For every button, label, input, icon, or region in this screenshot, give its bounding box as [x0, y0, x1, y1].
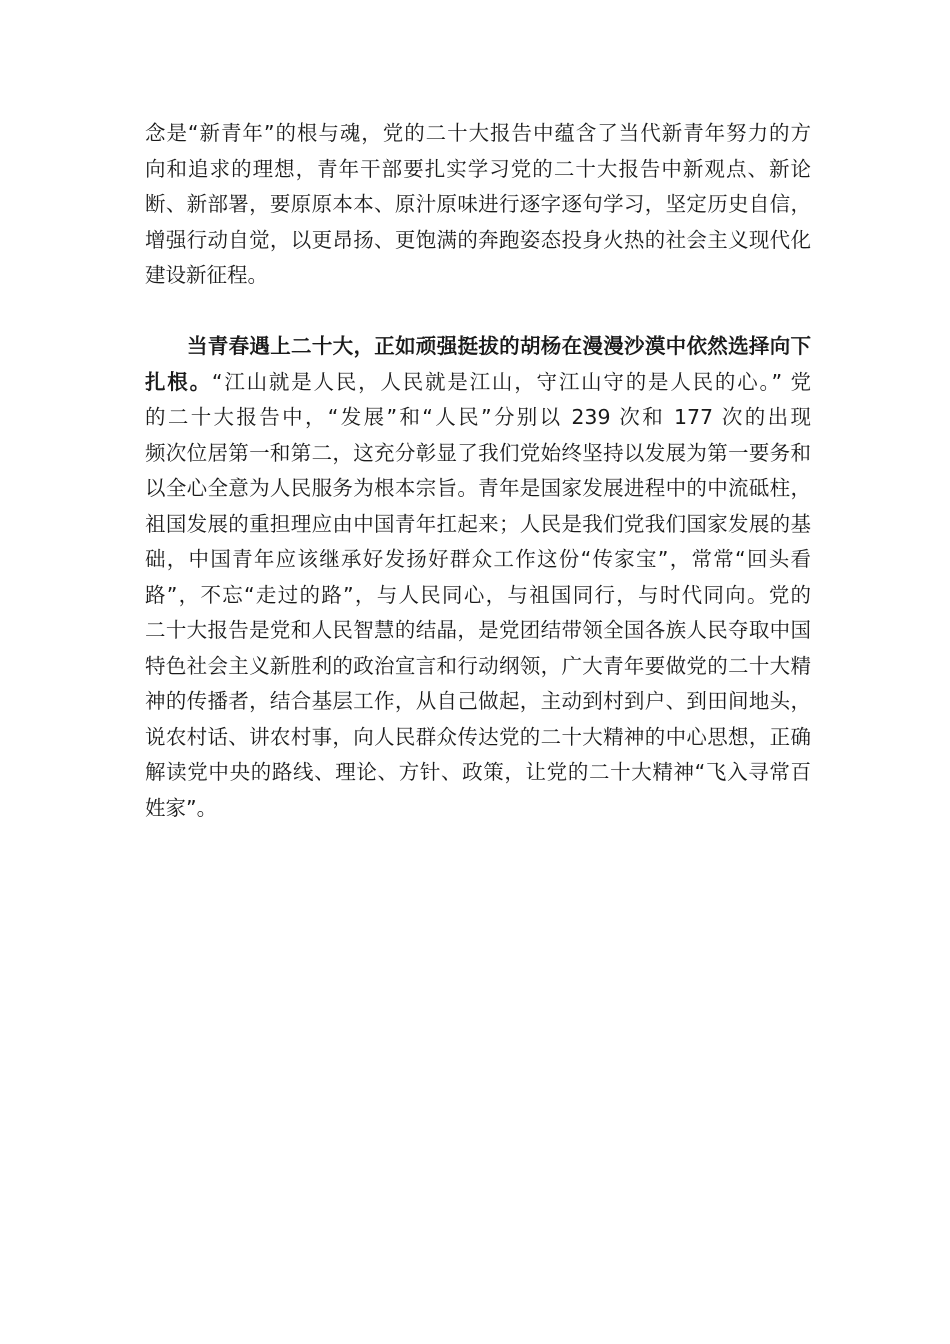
paragraph-line: 频次位居第一和第二，这充分彰显了我们党始终坚持以发展为第一要务和: [145, 440, 811, 465]
paragraph-heading-line: 当青春遇上二十大，正如顽强挺拔的胡杨在漫漫沙漠中依然选择向下: [187, 334, 811, 358]
paragraph-line: 断、新部署，要原原本本、原汁原味进行逐字逐句学习，坚定历史自信，: [145, 192, 811, 216]
paragraph-line: 神的传播者，结合基层工作，从自己做起，主动到村到户、到田间地头，: [145, 689, 811, 713]
paragraph-line: 二十大报告是党和人民智慧的结晶，是党团结带领全国各族人民夺取中国: [145, 618, 811, 642]
paragraph-line: 祖国发展的重担理应由中国青年扛起来；人民是我们党我们国家发展的基: [145, 511, 811, 536]
paragraph-heading-end: 扎根。: [145, 369, 212, 394]
paragraph-line: 说农村话、讲农村事，向人民群众传达党的二十大精神的中心思想，正确: [145, 724, 811, 749]
paragraph-line: 增强行动自觉，以更昂扬、更饱满的奔跑姿态投身火热的社会主义现代化: [145, 227, 811, 252]
paragraph-line: 的二十大报告中，“发展”和“人民”分别以 239 次和 177 次的出现: [145, 405, 811, 429]
paragraph-line: 以全心全意为人民服务为根本宗旨。青年是国家发展进程中的中流砥柱，: [145, 476, 811, 500]
paragraph-line: 解读党中央的路线、理论、方针、政策，让党的二十大精神“飞入寻常百: [145, 760, 811, 784]
paragraph-1: [145, 116, 811, 294]
paragraph-line: 特色社会主义新胜利的政治宣言和行动纲领，广大青年要做党的二十大精: [145, 653, 811, 678]
paragraph-line: 向和追求的理想，青年干部要扎实学习党的二十大报告中新观点、新论: [145, 156, 811, 181]
paragraph-line: 念是“新青年”的根与魂，党的二十大报告中蕴含了当代新青年努力的方: [145, 121, 811, 145]
paragraph-line: 础，中国青年应该继承好发扬好群众工作这份“传家宝”，常常“回头看: [145, 547, 811, 571]
paragraph-line: 姓家”。: [145, 795, 218, 820]
paragraph-line-rest: “江山就是人民，人民就是江山，守江山守的是人民的心。” 党: [211, 369, 811, 394]
paragraph-line: [145, 365, 811, 401]
document-body: [145, 116, 811, 826]
paragraph-line: 路”，不忘“走过的路”，与人民同心，与祖国同行，与时代同向。党的: [145, 582, 811, 607]
paragraph-2: [145, 329, 811, 826]
paragraph-line: 建设新征程。: [145, 263, 268, 287]
paragraph-spacer: [145, 294, 811, 330]
